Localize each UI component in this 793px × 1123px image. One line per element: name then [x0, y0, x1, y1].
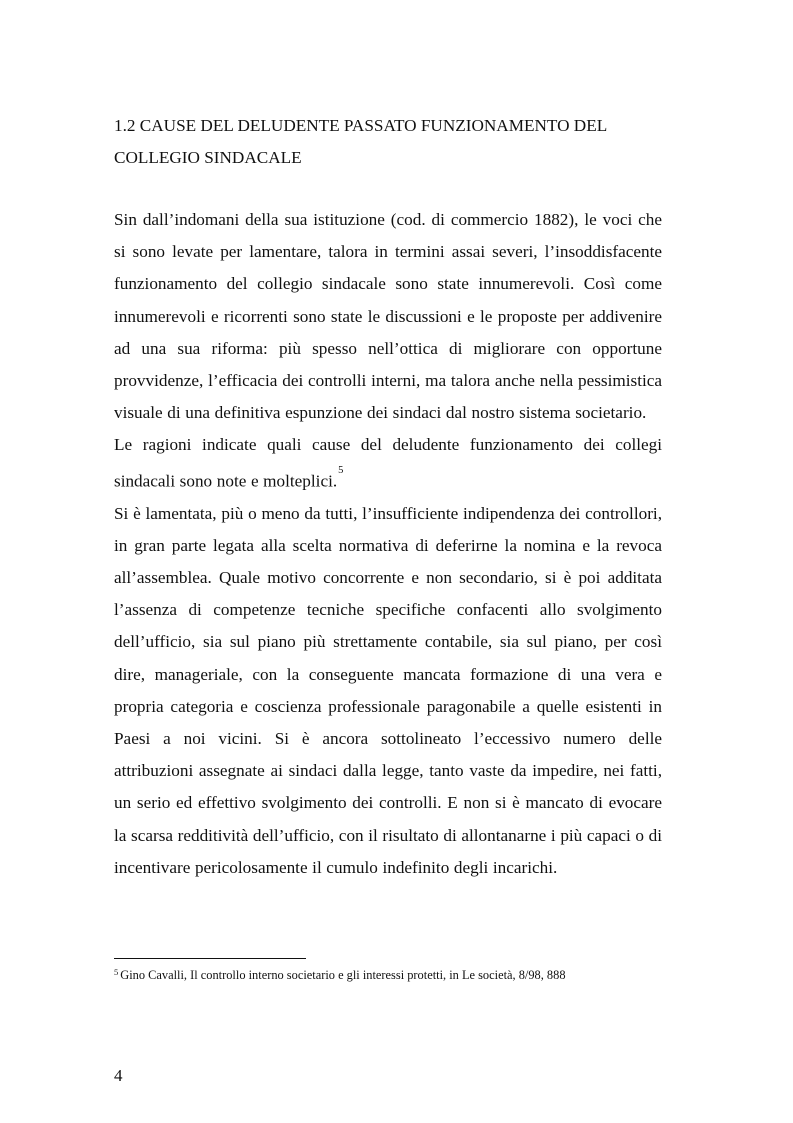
footnote-separator	[114, 958, 306, 959]
paragraph-causes	[114, 498, 662, 884]
footnote-text: Gino Cavalli, Il controllo interno societario e gli interessi protetti, in Le società, 8/98, 888	[120, 968, 566, 982]
footnote-number: 5	[114, 967, 119, 977]
section-heading: 1.2 CAUSE DEL DELUDENTE PASSATO FUNZIONAMENTO DEL COLLEGIO SINDACALE	[114, 116, 607, 167]
paragraph-intro	[114, 204, 662, 429]
body-text	[114, 204, 662, 884]
paragraph-intro-text: Sin dall’indomani della sua istituzione (cod. di commercio 1882), le voci che si sono levate per lamentare, talora in termini assai severi, l’insoddisfacente funzionamento del collegio sindacale sono state innumerevoli. Così come innumerevoli e ricorrenti sono state le discussioni e le proposte per addivenire ad una sua riforma: più spesso nell’ottica di migliorare con opportune provvidenze, l’efficacia dei controlli interni, ma talora anche nella pessimistica visuale di una definitiva espunzione dei sindaci dal nostro sistema societario.	[114, 210, 662, 423]
paragraph-causes-text: Si è lamentata, più o meno da tutti, l’insufficiente indipendenza dei controllori, in gran parte legata alla scelta normativa di deferirne la nomina e la revoca all’assemblea. Quale motivo concorrente e non secondario, si è poi additata l’assenza di competenze tecniche specifiche confacenti allo svolgimento dell’ufficio, sia sul piano più strettamente contabile, sia sul piano, per così dire, manageriale, con la conseguente mancata formazione di una vera e propria categoria e coscienza professionale paragonabile a quelle esistenti in Paesi a noi vicini. Si è ancora sottolineato l’eccessivo numero delle attribuzioni assegnate ai sindaci dalla legge, tanto vaste da impedire, nei fatti, un serio ed effettivo svolgimento dei controlli. E non si è mancato di evocare la scarsa redditività dell’ufficio, con il risultato di allontanarne i più capaci o di incentivare pericolosamente il cumulo indefinito degli incarichi.	[114, 503, 662, 877]
paragraph-reasons	[114, 429, 662, 497]
footnote-reference[interactable]: 5	[338, 464, 344, 476]
paragraph-reasons-text: Le ragioni indicate quali cause del deludente funzionamento dei collegi sindacali sono note e molteplici.	[114, 435, 662, 491]
footnote	[114, 967, 674, 984]
page-number: 4	[114, 1066, 123, 1085]
